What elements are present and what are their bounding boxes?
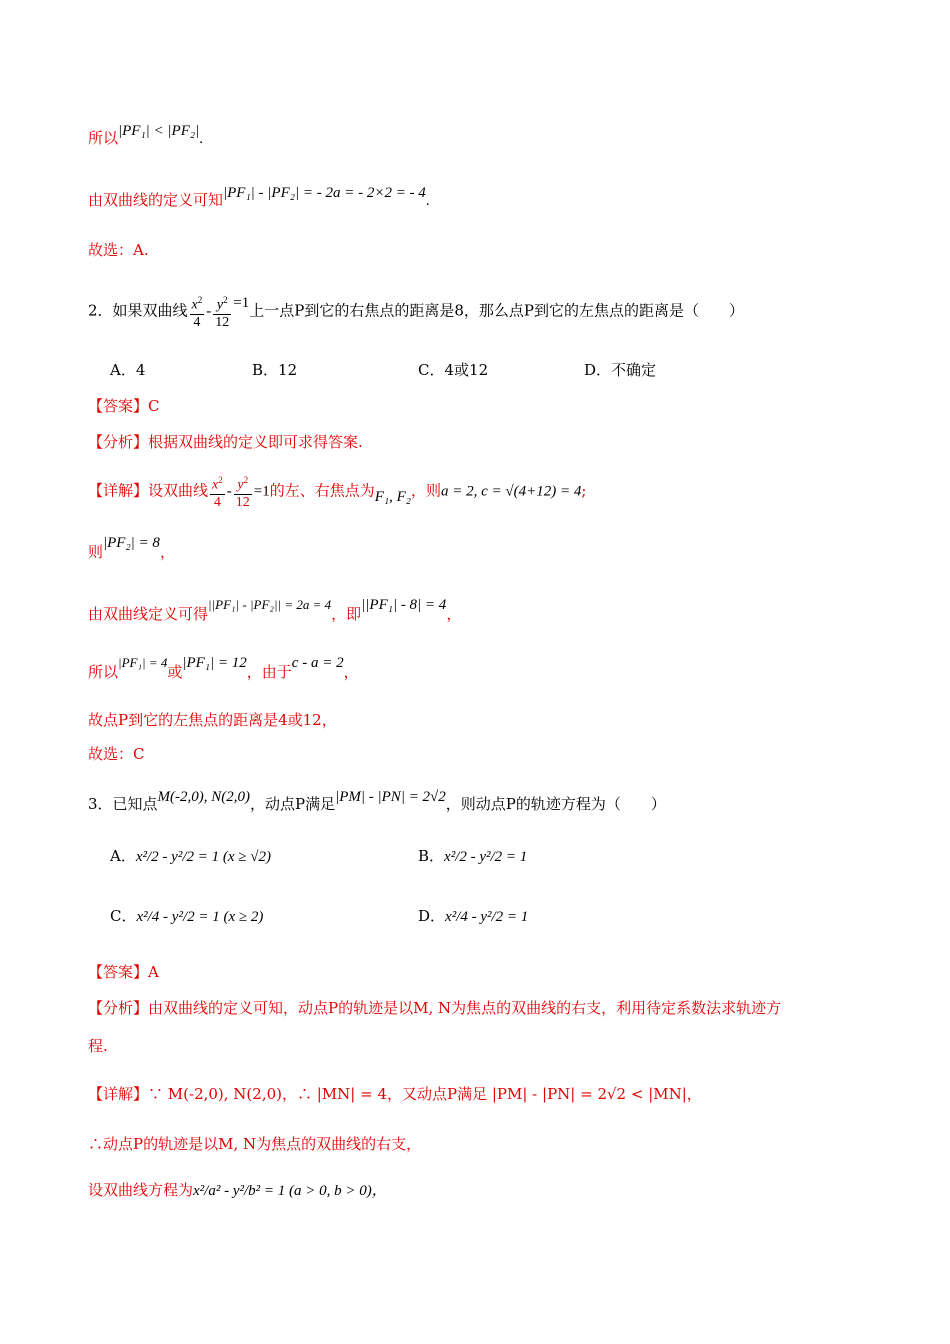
q2-pf1a: |PF₁| = 4	[118, 655, 168, 670]
q2-detail-3-text: 由双曲线定义可得	[88, 605, 209, 623]
q2-detail-3b: ，即	[331, 605, 362, 623]
q2-detail-1b: 的左、右焦点为	[269, 481, 375, 500]
q3-option-b	[418, 846, 527, 867]
q2-since: ，由于	[246, 663, 292, 681]
q2-frac-y: $\frac{y^2}{12}$	[213, 292, 231, 331]
q3-option-a-eq: x²/2 - y²/2 = 1 (x ≥ √2)	[135, 849, 271, 865]
q3-stem-pre: 3．已知点	[88, 795, 158, 813]
q2-or: 或	[167, 663, 183, 681]
q2-detail-4: 所以|PF₁| = 4或|PF₁| = 12，由于c - a = 2，	[88, 655, 359, 681]
q2-choice: 故选：C	[88, 745, 145, 763]
q2-analysis-text: 根据双曲线的定义即可求得答案.	[148, 433, 363, 451]
q3-option-d	[418, 906, 528, 927]
q2-abs-eq: ||PF₁| - 8| = 4	[361, 597, 447, 613]
q3-analysis-text-1: 由双曲线的定义可知，动点P的轨迹是以M, N为焦点的双曲线的右支，利用待定系数法求轨迹方	[148, 999, 782, 1017]
q3-option-b-label: B．	[418, 847, 445, 865]
q2-stem-pre: 2．如果双曲线	[88, 301, 188, 320]
q2-option-d: D．不确定	[584, 361, 657, 379]
q2-analysis	[88, 432, 363, 452]
q2-stem: 2．如果双曲线 $\frac{x^2}{4}$ - $\frac{y^2}{12}$ =1上一点P到它的右焦点的距离是8，那么点P到它的左焦点的距离是（ ）	[88, 292, 744, 331]
q2-detail-1: 【详解】设双曲线 $\frac{x^2}{4}$ - $\frac{y^2}{12}$ =1的左、右焦点为F₁, F₂，则a = 2, c = √(4+12) = 4;	[88, 472, 586, 511]
q2-detail-1-text: 设双曲线	[148, 481, 209, 500]
sol1-def-line: 由双曲线的定义可知|PF₁| - |PF₂| = - 2a = - 2×2 = - 4.	[88, 185, 430, 209]
q3-detail-label: 【详解】	[88, 1085, 149, 1103]
sol1-def-math: |PF₁| - |PF₂| = - 2a = - 2×2 = - 4	[223, 185, 426, 201]
q3-answer-label: 【答案】	[88, 963, 149, 981]
q3-analysis	[88, 998, 781, 1018]
q3-option-c-eq: x²/4 - y²/2 = 1 (x ≥ 2)	[136, 909, 264, 925]
q2-detail-frac-y: $\frac{y^2}{12}$	[234, 472, 252, 511]
q3-stem-mid: ，动点P满足	[250, 795, 336, 813]
q3-detail-3-text: 设双曲线方程为	[88, 1181, 194, 1199]
q3-option-a	[110, 846, 271, 867]
q3-option-b-eq: x²/2 - y²/2 = 1	[444, 849, 528, 865]
q3-points: M(-2,0), N(2,0)	[157, 789, 251, 805]
q2-detail-2-text: 则	[88, 543, 104, 561]
sol1-so-label: 所以	[88, 129, 119, 147]
q3-detail-3-eq: x²/a² - y²/b² = 1 (a > 0, b > 0)，	[193, 1183, 387, 1199]
q2-detail-4-text: 所以	[88, 663, 119, 681]
sol1-def-label: 由双曲线的定义可知	[88, 191, 224, 209]
q2-answer-value: C	[148, 397, 160, 415]
sol1-choice: 故选：A.	[88, 241, 149, 259]
q3-detail-1-text: ∵ M(-2,0), N(2,0)，∴ |MN| = 4，又动点P满足 |PM| - |PN| = 2√2 < |MN|，	[148, 1085, 702, 1103]
q2-answer-label: 【答案】	[88, 397, 149, 415]
q3-detail-1	[88, 1084, 702, 1104]
q3-answer-value: A	[148, 963, 159, 981]
q2-ac: a = 2, c = √(4+12) = 4	[441, 483, 582, 500]
q2-detail-5: 故点P到它的左焦点的距离是4或12，	[88, 711, 337, 729]
sol1-ineq-math: |PF₁| < |PF₂|	[118, 123, 200, 139]
q3-answer	[88, 962, 159, 982]
q2-detail-2: 则|PF₂| = 8，	[88, 535, 175, 561]
q3-stem	[88, 786, 666, 813]
q2-option-c: C．4或12	[418, 361, 489, 379]
q2-analysis-label: 【分析】	[88, 433, 149, 451]
sol1-ineq-line: 所以|PF₁| < |PF₂|.	[88, 123, 203, 147]
q3-analysis-text-2: 程.	[88, 1037, 108, 1055]
q2-detail-label: 【详解】	[88, 481, 149, 500]
q2-stem-mid: 上一点P到它的右焦点的距离是8，那么点P到它的左焦点的距离是（ ）	[249, 301, 744, 320]
q2-def-eq: ||PF₁| - |PF₂|| = 2a = 4	[208, 597, 332, 612]
q3-option-a-label: A．	[110, 847, 136, 865]
q2-pf1b: |PF₁| = 12	[182, 655, 247, 671]
q3-analysis-label: 【分析】	[88, 999, 149, 1017]
q3-option-c	[110, 906, 263, 927]
q2-option-a: A．4	[110, 361, 146, 379]
q3-detail-3	[88, 1180, 387, 1201]
q2-frac-x: $\frac{x^2}{4}$	[190, 292, 205, 331]
q3-stem-end: ，则动点P的轨迹方程为（ ）	[445, 795, 666, 813]
q2-ca: c - a = 2	[291, 655, 344, 671]
q2-detail-3: 由双曲线定义可得||PF₁| - |PF₂|| = 2a = 4，即||PF₁| - 8| = 4，	[88, 597, 462, 623]
q3-option-d-label: D．	[418, 907, 446, 925]
q3-option-c-label: C．	[110, 907, 137, 925]
q2-pf2: |PF₂| = 8	[103, 535, 160, 551]
q2-foci: F₁, F₂	[374, 489, 411, 506]
q2-detail-frac-x: $\frac{x^2}{4}$	[210, 472, 225, 511]
q2-option-b: B．12	[252, 361, 298, 379]
q2-answer	[88, 396, 160, 416]
q3-detail-2: ∴动点P的轨迹是以M, N为焦点的双曲线的右支，	[88, 1135, 422, 1153]
q3-cond: |PM| - |PN| = 2√2	[335, 789, 446, 805]
q3-option-d-eq: x²/4 - y²/2 = 1	[445, 909, 529, 925]
q2-detail-1c: ，则	[411, 481, 442, 500]
